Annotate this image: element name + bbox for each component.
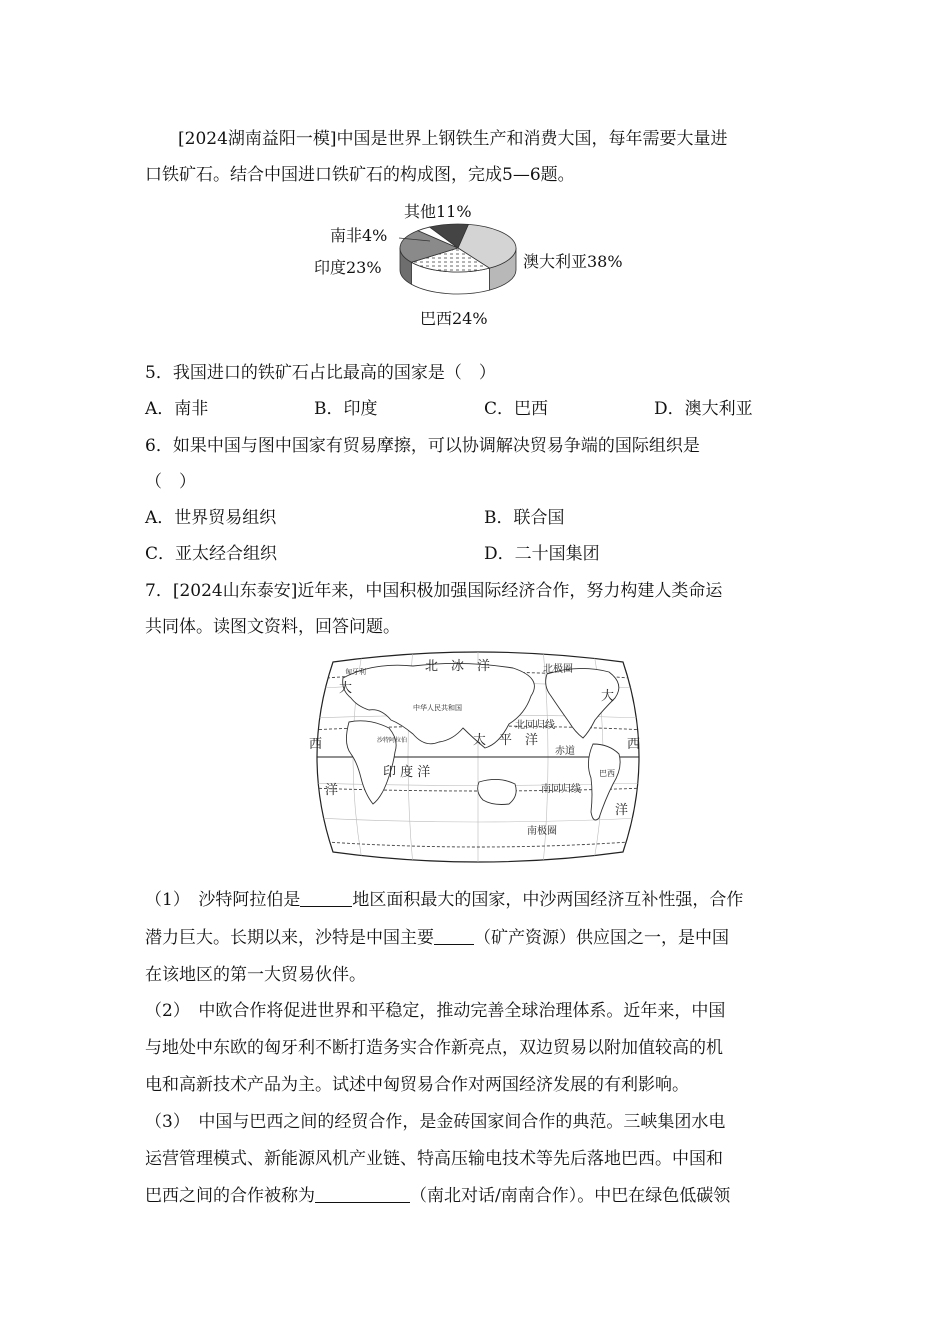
pie-body [400,224,516,294]
map-label-north-ice: 北 冰 洋 [425,659,491,674]
q5-stem: 5．我国进口的铁矿石占比最高的国家是（ ） [145,363,496,383]
world-map [303,648,653,866]
sub3-text-b: （南北对话/南南合作）。中巴在绿色低碳领 [410,1186,731,1206]
slice-label-southafrica: 南非4% [330,226,388,245]
slice-label-australia: 澳大利亚38% [523,252,623,271]
sub1-text-c: 潜力巨大。长期以来，沙特是中国主要 [145,928,434,948]
map-label-da-left: 大 [339,681,353,696]
map-label-china: 中华人民共和国 [413,704,462,712]
map-label-yang-left: 洋 [325,783,339,798]
sub1-text-a: （1） 沙特阿拉伯是 [145,890,301,910]
sub1-text-d: （矿产资源）供应国之一，是中国 [474,928,729,948]
map-label-indian: 印 度 洋 [383,765,431,780]
map-label-pacific: 太 平 洋 [473,733,539,748]
answer-blank-2[interactable] [434,926,474,945]
map-label-xi-left: 西 [309,737,323,752]
slice-label-other: 其他11% [404,202,472,221]
slice-label-india: 印度23% [314,258,382,277]
q6-option-a[interactable]: A．世界贸易组织 [145,508,277,528]
map-label-brazil: 巴西 [599,769,615,778]
answer-blank-1[interactable] [300,888,352,907]
q5-option-d[interactable]: D．澳大利亚 [654,399,753,419]
q6-option-d[interactable]: D．二十国集团 [484,544,600,564]
map-label-da-right: 大 [601,689,615,704]
australia-shape [478,779,516,804]
map-label-xi-right: 西 [627,737,641,752]
map-label-tropic-n: 北回归线 [515,720,555,731]
q6-stem: 6．如果中国与图中国家有贸易摩擦，可以协调解决贸易争端的国际组织是 [145,436,700,456]
sub1-line-2 [145,925,729,951]
source-tag: [2024湖南益阳一模] [178,129,337,149]
iron-ore-pie-chart [300,192,650,332]
q7-line-2: 共同体。读图文资料，回答问题。 [145,617,400,637]
map-label-hungary: 匈牙利 [345,668,366,676]
sub3-line-3 [145,1183,730,1209]
map-label-tropic-s: 南回归线 [541,784,581,795]
map-label-antarctic: 南极圈 [527,826,557,837]
sub1-text-b: 地区面积最大的国家，中沙两国经济互补性强，合作 [352,890,744,910]
q7-source-tag: [2024山东泰安] [172,581,298,601]
map-label-equator: 赤道 [555,746,575,757]
sub3-line-2: 运营管理模式、新能源风机产业链、特高压输电技术等先后落地巴西。中国和 [145,1149,723,1169]
sub1-line-3: 在该地区的第一大贸易伙伴。 [145,965,366,985]
sub3-line-1: （3） 中国与巴西之间的经贸合作，是金砖国家间合作的典范。三峡集团水电 [145,1112,726,1132]
sub2-line-1: （2） 中欧合作将促进世界和平稳定，推动完善全球治理体系。近年来，中国 [145,1001,726,1021]
sub2-line-3: 电和高新技术产品为主。试述中匈贸易合作对两国经济发展的有利影响。 [145,1075,689,1095]
slice-label-brazil: 巴西24% [420,309,488,328]
intro-text-1: 中国是世界上钢铁生产和消费大国，每年需要大量进 [336,129,728,149]
q5-option-b[interactable]: B．印度 [314,399,378,419]
map-label-saudi: 沙特阿拉伯 [377,737,408,744]
q5-option-c[interactable]: C．巴西 [484,399,549,419]
answer-blank-3[interactable] [315,1184,410,1203]
intro-line-2: 口铁矿石。结合中国进口铁矿石的构成图，完成5—6题。 [145,165,575,185]
q5-option-a[interactable]: A．南非 [145,399,209,419]
sub1-line-1 [145,887,743,913]
q7-text-1: 近年来，中国积极加强国际经济合作，努力构建人类命运 [297,581,723,601]
map-label-yang-right: 洋 [615,803,629,818]
q6-stem-bracket: （ ） [145,472,196,492]
q7-number: 7． [145,581,173,601]
sub3-text-a: 巴西之间的合作被称为 [145,1186,315,1206]
q6-option-c[interactable]: C．亚太经合组织 [145,544,278,564]
sub2-line-2: 与地处中东欧的匈牙利不断打造务实合作新亮点，双边贸易以附加值较高的机 [145,1038,723,1058]
map-label-arctic: 北极圈 [543,664,573,675]
q6-option-b[interactable]: B．联合国 [484,508,565,528]
q7-line-1 [145,578,722,604]
intro-line-1 [178,126,728,152]
